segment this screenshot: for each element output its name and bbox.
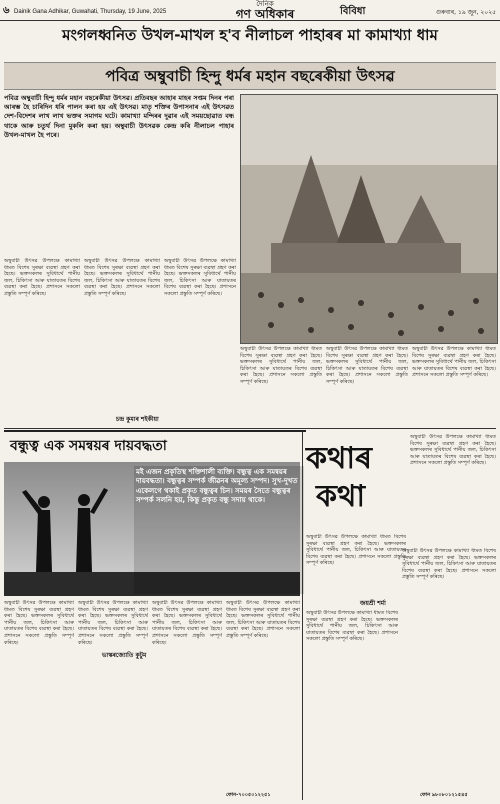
column-text-top: অম্বুবাচী উৎসৱ উপলক্ষে কামাখ্যা ধামত বিশেষ সুৰক্ষা ব্যৱস্থা গ্ৰহণ কৰা হৈছে। ভক্তসকলৰ সুবিধাৰ্থে পানীয় জল, চিকিৎসা আৰু যাতায়তৰ বিশেষ ব্যৱস্থা কৰা হৈছে। প্ৰশাসনে সকলো প্ৰস্তুতি সম্পূৰ্ণ কৰিছে। — [306, 534, 406, 567]
feature-column-3: অম্বুবাচী উৎসৱ উপলক্ষে কামাখ্যা ধামত বিশেষ সুৰক্ষা ব্যৱস্থা গ্ৰহণ কৰা হৈছে। ভক্তসকলৰ সুবিধাৰ্থে পানীয় জল, চিকিৎসা আৰু যাতায়তৰ বিশেষ ব্যৱস্থা কৰা হৈছে। প্ৰশাসনে সকলো প্ৰস্তুতি সম্পূৰ্ণ কৰিছে। — [152, 600, 222, 646]
feature-phone: ফোন-৭০০৫০১২২৫১ — [226, 792, 271, 798]
lead-intro: পবিত্ৰ অম্বুবাচী হিন্দু ধৰ্মৰ মহান বছৰেকীয়া উৎসৱ। প্ৰতিবছৰ আহাৰ মাহৰ সপ্তম দিনৰ পৰা আৰম্ভ হৈ চাৰিদিন ধৰি পালন কৰা হয় এই উৎসৱ। মাতৃ শক্তিৰ উপাসনাৰ এই উৎসৱত দেশ-বিদেশৰ লাখ লাখ ভক্তৰ সমাগম ঘটে। কামাখ্যা মন্দিৰৰ দুৱাৰ এই সময়ছোৱাত বন্ধ থাকে আৰু চতুৰ্থ দিনা মুকলি কৰা হয়। অম্বুবাচী উৎসৱক কেন্দ্ৰ কৰি নীলাচল পাহাৰ উখল-মাখল হৈ পৰে। — [4, 94, 234, 139]
section-divider — [4, 428, 496, 429]
lead-headline: মংগলধ্বনিত উখল-মাখল হ'ব নীলাচল পাহাৰৰ মা কামাখ্যা ধাম — [62, 26, 438, 44]
temple-photo — [240, 94, 498, 344]
article-column-2: অম্বুবাচী উৎসৱ উপলক্ষে কামাখ্যা ধামত বিশেষ সুৰক্ষা ব্যৱস্থা গ্ৰহণ কৰা হৈছে। ভক্তসকলৰ সুবিধাৰ্থে পানীয় জল, চিকিৎসা আৰু যাতায়তৰ বিশেষ ব্যৱস্থা কৰা হৈছে। প্ৰশাসনে সকলো প্ৰস্তুতি সম্পূৰ্ণ কৰিছে। — [84, 258, 160, 297]
lead-subheadline: পবিত্ৰ অম্বুবাচী হিন্দু ধৰ্মৰ মহান বছৰেকীয়া উৎসৱ — [4, 62, 496, 90]
column-side-text: অম্বুবাচী উৎসৱ উপলক্ষে কামাখ্যা ধামত বিশেষ সুৰক্ষা ব্যৱস্থা গ্ৰহণ কৰা হৈছে। ভক্তসকলৰ সুবিধাৰ্থে পানীয় জল, চিকিৎসা আৰু যাতায়তৰ বিশেষ ব্যৱস্থা কৰা হৈছে। প্ৰশাসনে সকলো প্ৰস্তুতি সম্পূৰ্ণ কৰিছে। — [410, 434, 496, 467]
feature-column-2: অম্বুবাচী উৎসৱ উপলক্ষে কামাখ্যা ধামত বিশেষ সুৰক্ষা ব্যৱস্থা গ্ৰহণ কৰা হৈছে। ভক্তসকলৰ সুবিধাৰ্থে পানীয় জল, চিকিৎসা আৰু যাতায়তৰ বিশেষ ব্যৱস্থা কৰা হৈছে। প্ৰশাসনে সকলো প্ৰস্তুতি সম্পূৰ্ণ কৰিছে। — [78, 600, 148, 646]
dateline: Dainik Gana Adhikar, Guwahati, Thursday, 19 June, 2025 — [14, 9, 167, 15]
column-byline: জয়শ্ৰী শৰ্মা — [360, 600, 386, 607]
lead-byline: চন্দ্ৰ কুমাৰ শইকীয়া — [116, 416, 159, 423]
column-title-line1: কথাৰ — [306, 441, 373, 476]
feature-column-4: অম্বুবাচী উৎসৱ উপলক্ষে কামাখ্যা ধামত বিশেষ সুৰক্ষা ব্যৱস্থা গ্ৰহণ কৰা হৈছে। ভক্তসকলৰ সুবিধাৰ্থে পানীয় জল, চিকিৎসা আৰু যাতায়তৰ বিশেষ ব্যৱস্থা কৰা হৈছে। প্ৰশাসনে সকলো প্ৰস্তুতি সম্পূৰ্ণ কৰিছে। — [226, 600, 300, 639]
column-title — [306, 440, 406, 530]
article-column-3: অম্বুবাচী উৎসৱ উপলক্ষে কামাখ্যা ধামত বিশেষ সুৰক্ষা ব্যৱস্থা গ্ৰহণ কৰা হৈছে। ভক্তসকলৰ সুবিধাৰ্থে পানীয় জল, চিকিৎসা আৰু যাতায়তৰ বিশেষ ব্যৱস্থা কৰা হৈছে। প্ৰশাসনে সকলো প্ৰস্তুতি সম্পূৰ্ণ কৰিছে। — [164, 258, 236, 297]
page-number: ৬ — [3, 5, 10, 16]
masthead-name: গণ অধিকাৰ — [235, 7, 295, 21]
column-text-right: অম্বুবাচী উৎসৱ উপলক্ষে কামাখ্যা ধামত বিশেষ সুৰক্ষা ব্যৱস্থা গ্ৰহণ কৰা হৈছে। ভক্তসকলৰ সুবিধাৰ্থে পানীয় জল, চিকিৎসা আৰু যাতায়তৰ বিশেষ ব্যৱস্থা কৰা হৈছে। প্ৰশাসনে সকলো প্ৰস্তুতি সম্পূৰ্ণ কৰিছে। — [402, 548, 496, 581]
article-column-5: অম্বুবাচী উৎসৱ উপলক্ষে কামাখ্যা ধামত বিশেষ সুৰক্ষা ব্যৱস্থা গ্ৰহণ কৰা হৈছে। ভক্তসকলৰ সুবিধাৰ্থে পানীয় জল, চিকিৎসা আৰু যাতায়তৰ বিশেষ ব্যৱস্থা কৰা হৈছে। প্ৰশাসনে সকলো প্ৰস্তুতি সম্পূৰ্ণ কৰিছে। — [326, 346, 408, 385]
article-column-1: অম্বুবাচী উৎসৱ উপলক্ষে কামাখ্যা ধামত বিশেষ সুৰক্ষা ব্যৱস্থা গ্ৰহণ কৰা হৈছে। ভক্তসকলৰ সুবিধাৰ্থে পানীয় জল, চিকিৎসা আৰু যাতায়তৰ বিশেষ ব্যৱস্থা কৰা হৈছে। প্ৰশাসনে সকলো প্ৰস্তুতি সম্পূৰ্ণ কৰিছে। — [4, 258, 80, 297]
feature-headline: বন্ধুত্ব এক সমন্বয়ৰ দায়বদ্ধতা — [4, 430, 306, 460]
feature-byline: ভাস্কৰজ্যোতি কুটুম — [102, 652, 147, 659]
page-header — [0, 0, 500, 21]
feature-column-1: অম্বুবাচী উৎসৱ উপলক্ষে কামাখ্যা ধামত বিশেষ সুৰক্ষা ব্যৱস্থা গ্ৰহণ কৰা হৈছে। ভক্তসকলৰ সুবিধাৰ্থে পানীয় জল, চিকিৎসা আৰু যাতায়তৰ বিশেষ ব্যৱস্থা কৰা হৈছে। প্ৰশাসনে সকলো প্ৰস্তুতি সম্পূৰ্ণ কৰিছে। — [4, 600, 74, 646]
feature-text: মই এজন প্ৰকৃতিস্থ শক্তিশালী ব্যক্তি। বন্ধুত্ব এক সমন্বয়ৰ দায়বদ্ধতা। বন্ধুত্বৰ সম্পৰ্ক জীৱনৰ অমূল্য সম্পদ। সুখ-দুখত একেলগে থকাই প্ৰকৃত বন্ধুত্বৰ চিন। সময়ৰ সৈতে বন্ধুত্বৰ সম্পৰ্ক সলনি হয়, কিন্তু প্ৰকৃত বন্ধু সদায় থাকে। — [134, 466, 304, 594]
column-phone: ফোন ৯৮০৮০১২১৫৪৫ — [420, 792, 468, 798]
article-column-4: অম্বুবাচী উৎসৱ উপলক্ষে কামাখ্যা ধামত বিশেষ সুৰক্ষা ব্যৱস্থা গ্ৰহণ কৰা হৈছে। ভক্তসকলৰ সুবিধাৰ্থে পানীয় জল, চিকিৎসা আৰু যাতায়তৰ বিশেষ ব্যৱস্থা কৰা হৈছে। প্ৰশাসনে সকলো প্ৰস্তুতি সম্পূৰ্ণ কৰিছে। — [240, 346, 322, 385]
article-column-6: অম্বুবাচী উৎসৱ উপলক্ষে কামাখ্যা ধামত বিশেষ সুৰক্ষা ব্যৱস্থা গ্ৰহণ কৰা হৈছে। ভক্তসকলৰ সুবিধাৰ্থে পানীয় জল, চিকিৎসা আৰু যাতায়তৰ বিশেষ ব্যৱস্থা কৰা হৈছে। প্ৰশাসনে সকলো প্ৰস্তুতি সম্পূৰ্ণ কৰিছে। — [412, 346, 496, 379]
section-label: বিবিধা — [340, 6, 366, 17]
column-title-line2: কথা — [316, 479, 366, 514]
column-divider — [302, 432, 303, 800]
masthead-top: দৈনিক — [256, 0, 274, 8]
date-bengali: গুৰুবাৰ, ১৯ জুন, ২০২৫ — [435, 9, 496, 16]
column-text-left: অম্বুবাচী উৎসৱ উপলক্ষে কামাখ্যা ধামত বিশেষ সুৰক্ষা ব্যৱস্থা গ্ৰহণ কৰা হৈছে। ভক্তসকলৰ সুবিধাৰ্থে পানীয় জল, চিকিৎসা আৰু যাতায়তৰ বিশেষ ব্যৱস্থা কৰা হৈছে। প্ৰশাসনে সকলো প্ৰস্তুতি সম্পূৰ্ণ কৰিছে। — [306, 610, 398, 643]
masthead — [200, 0, 330, 20]
